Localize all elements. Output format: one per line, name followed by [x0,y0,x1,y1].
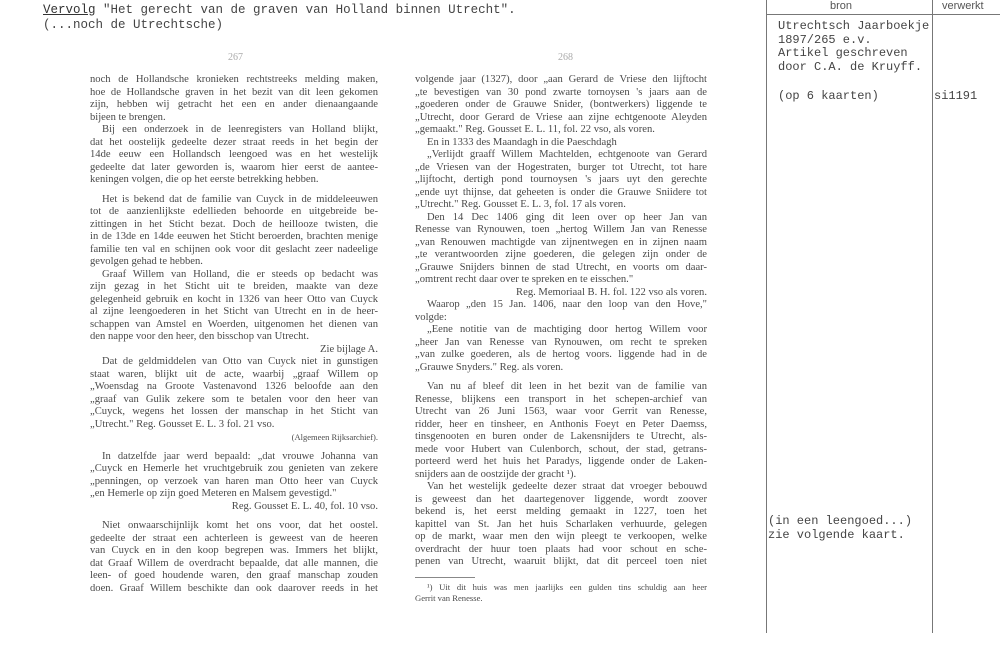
text-line: den nappe voor den heer, den bisschop van Utrecht. [90,331,310,342]
footnote-line: Gerrit van Renesse. [415,592,483,603]
text-line: gelegenheid gebruik en kocht in 1326 van heer Otto van Cuyck [90,293,378,305]
text-line: dat Graaf Willem de overdracht bepaalde, dat alle mannen, die [90,557,378,569]
source-line: door C.A. de Kruyff. [778,59,923,74]
divider-vertical [932,0,933,633]
text-line: „lijftocht, dertigh pond tournoysen 's jaars uyt den gerechte [415,174,707,185]
continuation-line: (in een leengoed...) [768,514,913,528]
text-line: staat waren, blijkt uit de acte, waarbij „graaf Willem op [90,368,378,380]
text-line: „te bevestigen van 30 pond zwarte tornoysen 's jaars aan de [415,86,707,98]
text-line: Dat de geldmiddelen van Otto van Cuyck niet in gunstigen [102,356,378,367]
text-line: porteerd werd het huis het Paradys, liggende onder de Laken- [415,456,707,467]
text-line: Waarop „den 15 Jan. 1406, naar den loop van den Hove," [427,299,707,310]
continuation-note [768,514,912,542]
text-line: „van zulke goederen, als de hertog voors. liggende had in de [415,349,707,360]
text-line: „van Renouwen machtigde van zijnentwegen en in zijnen naam [415,236,707,248]
column-header-verwerkt: verwerkt [942,0,984,12]
text-line: kapittel van St. Jan het huis Scharlaken verhuurde, gelegen [415,518,707,530]
text-line: hoe de Hollandsche graven in het bezit van dit leen gekomen [90,86,378,98]
text-line: En in 1333 des Maandagh in die Paeschdagh [427,136,617,148]
text-line: volgde: [415,311,447,323]
text-line: tot de aanzienlijkste edellieden behoorde en uitgebreide be- [90,206,378,217]
text-line: Renesse van Rynouwen, toen „hertog Willem Jan van Renesse [415,224,707,235]
header-vervolg: Vervolg [43,3,96,17]
text-line: Graaf Willem van Holland, die er steeds op bedacht was [102,268,378,280]
text-line: schappen van Amstel en Woerden, uitgenomen het dienen van [90,318,378,330]
text-line: „Grauwe Snijders binnen de stad Utrecht, en voorts om daar- [415,261,707,273]
text-line: noch de Hollandsche kronieken rechtstreeks melding maken, [90,74,378,85]
text-line: zijn gezag in het Sticht uit te breiden, maakte van deze [90,281,378,292]
text-line: „en Hemerle op zijn goed Meteren en Malsem gevestigd." [90,488,337,499]
text-line: „Utrecht, door Gerard de Vriese aan zijne echtgenoote Aleyden [415,111,707,123]
text-line: „Utrecht." Reg. Gousset E. L. 3, fol. 17 als voren. [415,199,626,210]
right-text-column [415,74,707,604]
paragraph [415,74,707,137]
text-line: „Utrecht." Reg. Gousset E. L. 3 fol. 21 vso. [90,418,275,430]
paragraph [415,212,707,300]
verwerkt-code: si1191 [934,89,978,103]
text-line: Het is bekend dat de familie van Cuyck in de middeleeuwen [102,193,378,205]
paragraph [415,299,707,324]
source-line: 1897/265 e.v. [778,32,872,47]
text-line: „heer Jan van Renesse van Rynouwen, om recht te spreken [415,336,707,348]
source-line: Artikel geschreven [778,46,908,60]
paragraph [90,520,378,595]
text-line: keningen volgen, die op het eerste betrekking hebben. [90,174,319,185]
paragraph [415,481,707,569]
text-line: in de 13de en 14de eeuwen het Sticht beroerden, brachten menige [90,231,378,242]
text-line: al zijne leengoederen in het Sticht van Utrecht en in de heer- [90,306,378,317]
text-line: „Cuyck en Hemerle het vruchtgebruik zou genieten van zekere [90,463,378,474]
paragraph [90,356,378,444]
divider-horizontal [766,14,1000,15]
text-line: gedeelte der straat een achterleen is geweest van de heeren [90,532,378,544]
paragraph [90,269,378,357]
text-line: gevolgen gehad te hebben. [90,256,203,267]
archive-note: (Algemeen Rijksarchief). [291,432,378,442]
text-line: ridder, heer en tinsheer, en Anthonis Foeyt en Peter Daemss, [415,418,707,430]
footnote-rule [415,577,475,578]
footnote-line: ¹) Uit dit huis was men jaarlijks een gulden tins schuldig aan heer [427,581,707,592]
text-line: is geweest dan het daartegenover liggende, wordt zoover [415,493,707,505]
source-line: Utrechtsch Jaarboekje [778,19,930,33]
text-line: Van het westelijk gedeelte dezer straat dat vroeger bebouwd [427,481,707,492]
text-line: zijn, hebben wij getracht het een en ander dienaangaande [90,99,378,110]
page-number-right: 268 [558,52,573,63]
text-line: „goederen onder de Grauwe Snider, (bontwerkers) liggende te [415,99,707,110]
text-line: bijeen te brengen. [90,111,166,123]
divider-vertical [766,0,767,633]
paragraph-gap [415,374,707,381]
text-line: „ende uyt thijnse, dat geheeten is onder die Grauwe Sniidere tot [415,186,707,198]
text-line: Den 14 Dec 1406 ging dit leen over op heer Jan van [427,211,707,223]
text-line: Bij een onderzoek in de leenregisters van Holland blijkt, [102,124,378,135]
text-line: Niet onwaarschijnlijk komt het ons voor, dat het oostel. [102,520,378,531]
text-line: „Grauwe Snyders." Reg. als voren. [415,361,564,373]
text-line: „penningen, op verzoek van haren man Otto heer van Cuyck [90,475,378,487]
text-line: van Cuyck en in den koop begrepen was. Immers het blijkt, [90,545,378,556]
paragraph [90,74,378,124]
text-line: Van nu af bleef dit leen in het bezit van de familie van [427,381,707,392]
text-line: Renesse, blijkens een transport in het schepen-archief van [415,393,707,405]
text-line: op de markt, waar men den wijn pleegt te verkoopen, welke [415,531,707,542]
text-line: Utrecht van 26 Juni 1563, waar voor Gerrit van Renesse, [415,406,707,417]
text-line: „omtrent recht daar over te spreken en te eisschen." [415,274,634,285]
text-line: bekend is, het eerst melding gemaakt in 1227, toen het [415,506,707,517]
paragraph [415,324,707,374]
text-line: 14de eeuw een Hollandsch leengoed was en het westelijk [90,149,378,160]
text-line: mede voor Hubert van Culenborch, schout, der stad, getrans- [415,443,707,455]
card-header [43,3,516,33]
reference-line: Reg. Memoriaal B. H. fol. 122 vso als voren. [516,286,707,298]
text-line: gedeelte dat later geworden is, waarom hier eerst de aantee- [90,161,378,173]
text-line: „gemaakt." Reg. Gousset E. L. 11, fol. 22 vso, als voren. [415,124,655,135]
continuation-line: zie volgende kaart. [768,528,905,542]
cards-note: (op 6 kaarten) [778,89,879,103]
text-line: volgende jaar (1327), door „aan Gerard de Vriese den lijftocht [415,74,707,85]
text-line: penen van Utrecht, waaruit blijkt, dat dit perceel toen niet [415,556,707,567]
paragraph [90,451,378,514]
text-line: dat het oostelijk gedeelte dezer straat reeds in het begin der [90,136,378,148]
text-line: „de Vriesen van der Hogestraten, burger tot Utrecht, tot hare [415,161,707,173]
paragraph [90,124,378,187]
header-subtitle: (...noch de Utrechtsche) [43,18,224,32]
text-line: „te verantwoorden zijne goederen, die gelegen zijn onder de [415,249,707,260]
paragraph [415,137,707,150]
text-line: familie ten val en schijnen ook voor dit geslacht zeer nadeelige [90,243,378,255]
source-note [778,20,929,74]
text-line: „graaf van Gulik zekere som te betalen voor den heer van [90,393,378,405]
reference-line: Zie bijlage A. [320,343,378,355]
text-line: „Verlijdt graaff Willem Machtelden, echtgenoote van Gerard [427,149,707,160]
text-line: „Cuyck, wegens het lossen der manschap in het Sticht van [90,406,378,417]
text-line: doen. Graaf Willem beschikte dan ook daarover reeds in het [90,582,378,594]
paragraph-gap [90,513,378,520]
text-line: leen- of goed houdende waren, den graaf manschap zouden [90,570,378,581]
paragraph [415,149,707,212]
paragraph [90,194,378,269]
text-line: overdracht der huur toen plaats had voor schout en sche- [415,543,707,555]
paragraph [415,381,707,481]
text-line: snijders aan de oostzijde der gracht ¹). [415,468,577,480]
text-line: „Woensdag na Groote Vastenavond 1326 beloofde aan den [90,381,378,392]
text-line: In datzelfde jaar werd bepaald: „dat vrouwe Johanna van [102,450,378,462]
paragraph-gap [90,444,378,451]
text-line: tinsgenooten en buren onder de Lakensnijders te Utrecht, als- [415,431,707,442]
reference-line: Reg. Gousset E. L. 40, fol. 10 vso. [231,500,378,512]
header-title: "Het gerecht van de graven van Holland binnen Utrecht". [103,3,516,17]
text-line: „Eene notitie van de machtiging door hertog Willem voor [427,324,707,335]
page-number-left: 267 [228,52,243,63]
text-line: zittingen in het Sticht bezat. Doch de heillooze twisten, die [90,218,378,230]
left-text-column [90,74,378,595]
column-header-bron: bron [830,0,853,12]
paragraph-gap [90,187,378,194]
